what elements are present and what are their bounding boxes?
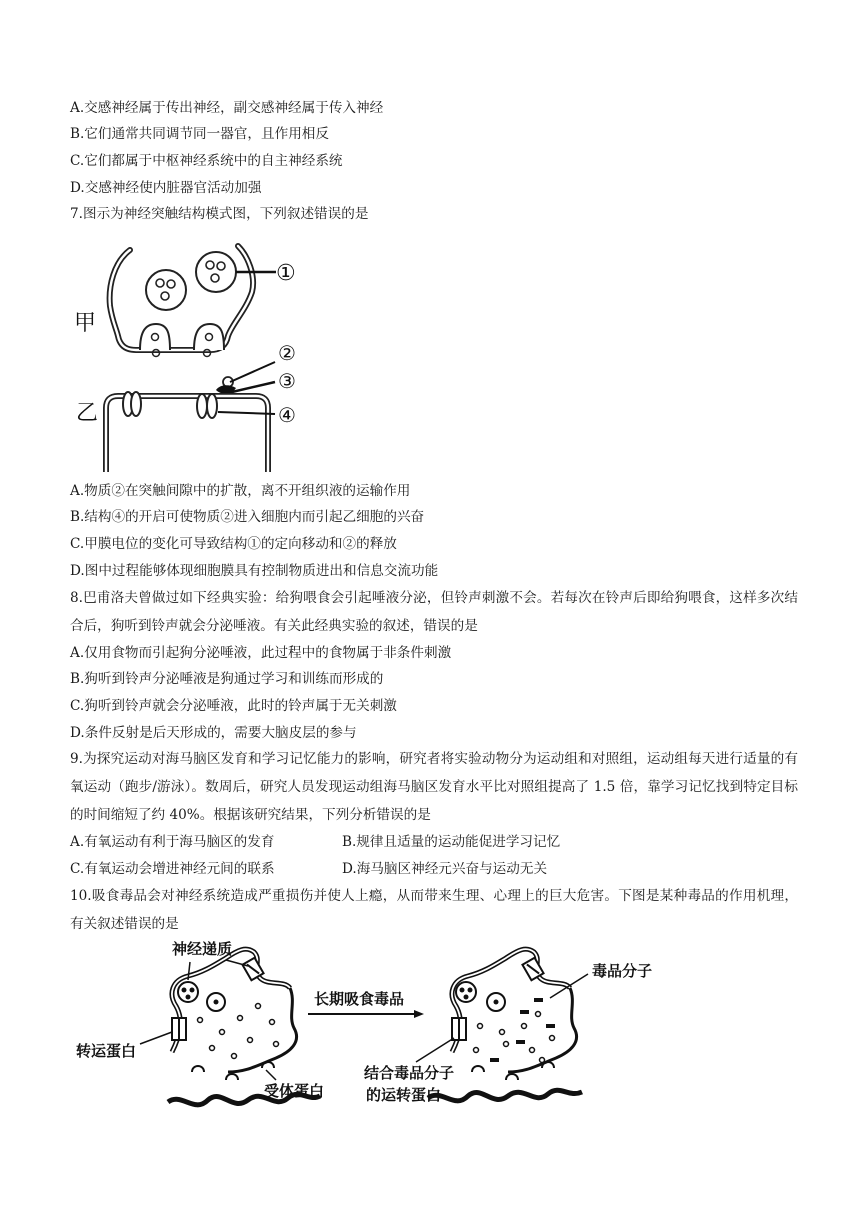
q6-option-d: D.交感神经使内脏器官活动加强 (70, 180, 262, 196)
q9-option-c: C.有氧运动会增进神经元间的联系 (70, 861, 275, 877)
q8-option-a: A.仅用食物而引起狗分泌唾液，此过程中的食物属于非条件刺激 (70, 645, 452, 661)
callout-4: ④ (278, 403, 296, 427)
q7-option-a: A.物质②在突触间隙中的扩散，离不开组织液的运输作用 (70, 483, 411, 499)
q9-option-a: A.有氧运动有利于海马脑区的发育 (70, 834, 275, 850)
label-receptor: 受体蛋白 (264, 1082, 325, 1100)
q8-stem: 8.巴甫洛夫曾做过如下经典实验：给狗喂食会引起唾液分泌，但铃声刺激不会。若每次在铃声后即给狗喂食，这样多次结合后，狗听到铃声就会分泌唾液。有关此经典实验的叙述，错误的是 (70, 590, 798, 634)
q6-option-c: C.它们都属于中枢神经系统中的自主神经系统 (70, 153, 343, 169)
drug-mechanism-figure (76, 940, 666, 1116)
q10-stem: 10.吸食毒品会对神经系统造成严重损伤并使人上瘾，从而带来生理、心理上的巨大危害。下图是某种毒品的作用机理，有关叙述错误的是 (70, 888, 798, 932)
q7-option-c: C.甲膜电位的变化可导致结构①的定向移动和②的释放 (70, 536, 397, 552)
q8-option-b: B.狗听到铃声分泌唾液是狗通过学习和训练而形成的 (70, 671, 384, 687)
label-transporter: 转运蛋白 (76, 1042, 137, 1060)
q8-option-d: D.条件反射是后天形成的，需要大脑皮层的参与 (70, 725, 357, 741)
callout-1: ① (276, 261, 296, 286)
q6-option-b: B.它们通常共同调节同一器官，且作用相反 (70, 126, 329, 142)
q7-stem: 7.图示为神经突触结构模式图，下列叙述错误的是 (70, 206, 369, 222)
q9-stem: 9.为探究运动对海马脑区发育和学习记忆能力的影响，研究者将实验动物分为运动组和对照组，运动组每天进行适量的有氧运动（跑步/游泳）。数周后，研究人员发现运动组海马脑区发育水平比对照组提高了 1.5 倍，靠学习记忆找到特定目标的时间缩短了约 40%。根据该研究结果，下列分析错误的是 (70, 751, 798, 823)
label-bound-transporter-2: 的运转蛋白 (366, 1086, 442, 1104)
q7-option-d: D.图中过程能够体现细胞膜具有控制物质进出和信息交流功能 (70, 563, 439, 579)
callout-3: ③ (278, 369, 296, 393)
synapse-figure (70, 236, 315, 472)
q7-option-b: B.结构④的开启可使物质②进入细胞内而引起乙细胞的兴奋 (70, 509, 425, 525)
q9-option-b: B.规律且适量的运动能促进学习记忆 (342, 834, 561, 850)
label-long-term-drug-use: 长期吸食毒品 (314, 990, 405, 1008)
label-yi: 乙 (76, 401, 99, 426)
label-bound-transporter-1: 结合毒品分子 (364, 1064, 455, 1082)
q9-option-d: D.海马脑区神经元兴奋与运动无关 (342, 861, 548, 877)
label-neurotransmitter: 神经递质 (172, 940, 233, 958)
callout-2: ② (278, 341, 296, 365)
q8-option-c: C.狗听到铃声就会分泌唾液，此时的铃声属于无关刺激 (70, 698, 397, 714)
label-jia: 甲 (74, 311, 97, 336)
label-drug-molecule: 毒品分子 (592, 962, 653, 980)
q6-option-a: A.交感神经属于传出神经，副交感神经属于传入神经 (70, 100, 384, 116)
